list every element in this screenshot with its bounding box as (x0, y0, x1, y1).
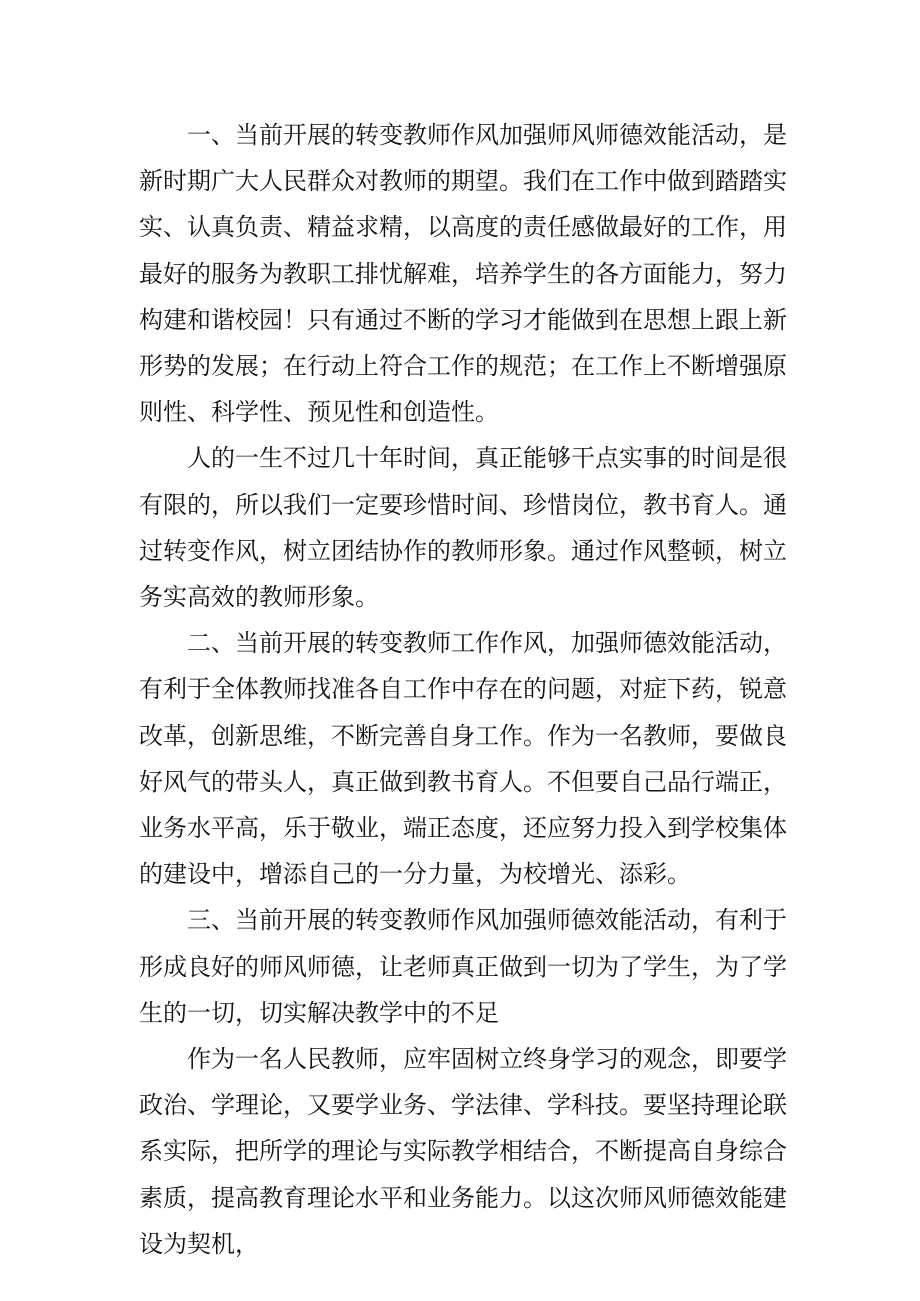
paragraph-1: 一、当前开展的转变教师作风加强师风师德效能活动，是新时期广大人民群众对教师的期望。我们在工作中做到踏踏实实、认真负责、精益求精，以高度的责任感做最好的工作，用最好的服务为教职工排忧解难，培养学生的各方面能力，努力构建和谐校园！只有通过不断的学习才能做到在思想上跟上新形势的发展；在行动上符合工作的规范；在工作上不断增强原则性、科学性、预见性和创造性。 (139, 121, 787, 427)
paragraph-3: 二、当前开展的转变教师工作作风，加强师德效能活动，有利于全体教师找准各自工作中存在的问题，对症下药，锐意改革，创新思维，不断完善自身工作。作为一名教师，要做良好风气的带头人，真正做到教书育人。不但要自己品行端正，业务水平高，乐于敬业，端正态度，还应努力投入到学校集体的建设中，增添自己的一分力量，为校增光、添彩。 (139, 629, 787, 889)
document-body (139, 112, 787, 1267)
paragraph-2: 人的一生不过几十年时间，真正能够干点实事的时间是很有限的，所以我们一定要珍惜时间、珍惜岗位，教书育人。通过转变作风，树立团结协作的教师形象。通过作风整顿，树立务实高效的教师形象。 (139, 444, 787, 612)
paragraph-4: 三、当前开展的转变教师作风加强师德效能活动，有利于形成良好的师风师德，让老师真正做到一切为了学生，为了学生的一切，切实解决教学中的不足 (139, 906, 787, 1027)
paragraph-5: 作为一名人民教师，应牢固树立终身学习的观念，即要学政治、学理论，又要学业务、学法律、学科技。要坚持理论联系实际，把所学的理论与实际教学相结合，不断提高自身综合素质，提高教育理论水平和业务能力。以这次师风师德效能建设为契机， (139, 1045, 787, 1258)
